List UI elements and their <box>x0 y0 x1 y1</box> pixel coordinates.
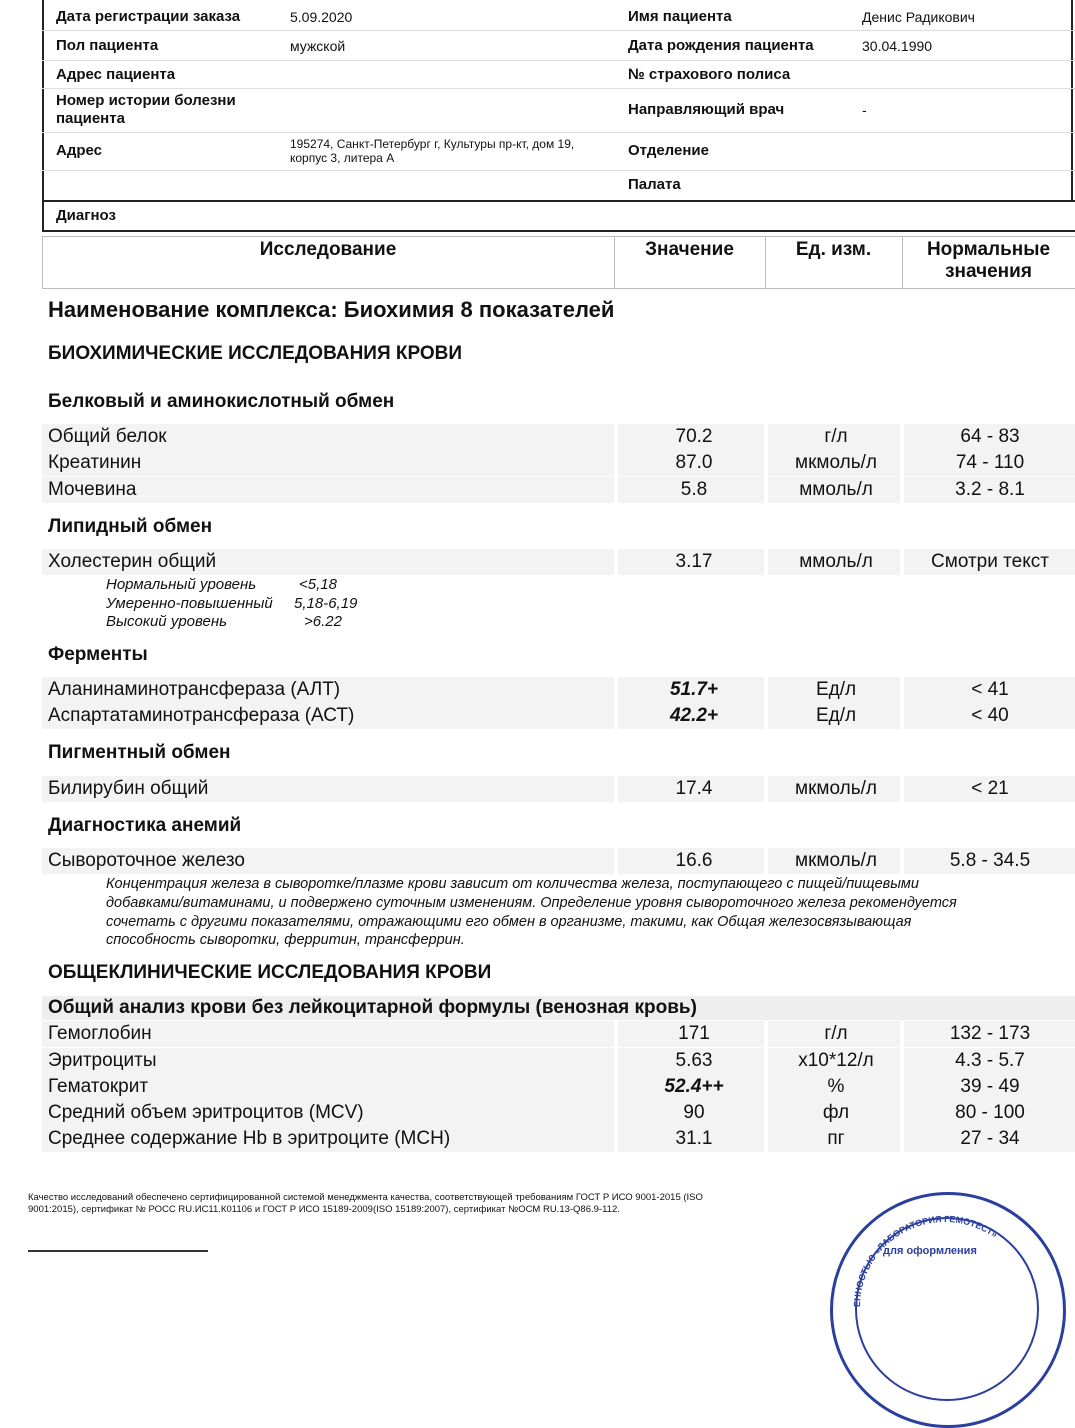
row-unit: мкмоль/л <box>795 850 877 871</box>
row-unit: x10*12/л <box>798 1050 874 1071</box>
row-unit: % <box>827 1076 845 1097</box>
col-norm-header-line1: Нормальные <box>926 239 1051 260</box>
reg-date-value: 5.09.2020 <box>290 9 353 25</box>
group-cbc: Общий анализ крови без лейкоцитарной формулы (венозная кровь) <box>48 997 697 1018</box>
stamp-inner-text: для оформления <box>883 1245 977 1257</box>
iron-note-line: способность сыворотки, ферритин, трансферрин. <box>106 932 465 948</box>
col-norm-header-line2: значения <box>945 261 1032 282</box>
birth-date-label: Дата рождения пациента <box>628 37 814 54</box>
row-norm: < 41 <box>971 679 1009 700</box>
row-value: 52.4++ <box>664 1076 724 1097</box>
row-value: 87.0 <box>675 452 713 473</box>
row-name: Среднее содержание Hb в эритроците (MCH) <box>48 1128 451 1149</box>
note-label: Высокий уровень <box>106 613 227 630</box>
stamp-text: ЕННОСТЬЮ «ЛАБОРАТОРИЯ ГЕМОТЕСТ» <box>851 1213 1000 1308</box>
row-unit: Ед/л <box>815 705 857 726</box>
address-value-line1: 195274, Санкт-Петербург г, Культуры пр-кт, дом 19, <box>290 137 575 151</box>
group-pigment: Пигментный обмен <box>48 742 231 763</box>
row-norm: 39 - 49 <box>960 1076 1020 1097</box>
iron-note-line: сочетать с другими показателями, отражающими его обмен в организме, такими, как Общая железосвязывающая <box>106 914 912 930</box>
group-lipid: Липидный обмен <box>48 516 213 537</box>
row-unit: мкмоль/л <box>795 452 877 473</box>
row-norm: < 40 <box>971 705 1009 726</box>
row-norm: < 21 <box>971 778 1009 799</box>
row-value: 3.17 <box>675 551 713 572</box>
row-value: 42.2+ <box>669 705 719 726</box>
history-label-line2: пациента <box>56 110 125 127</box>
department-label: Отделение <box>628 142 709 159</box>
row-norm: 5.8 - 34.5 <box>949 850 1031 871</box>
note-value: <5,18 <box>299 576 337 593</box>
note-label: Умеренно-повышенный <box>106 595 273 612</box>
row-norm: 132 - 173 <box>949 1023 1031 1044</box>
address-label: Адрес <box>56 142 103 159</box>
row-unit: ммоль/л <box>799 551 873 572</box>
row-value: 17.4 <box>675 778 713 799</box>
row-value: 171 <box>678 1023 710 1044</box>
row-unit: г/л <box>824 1023 848 1044</box>
reg-date-label: Дата регистрации заказа <box>56 8 241 25</box>
col-study-header: Исследование <box>259 239 397 260</box>
signature-line <box>28 1250 208 1252</box>
section-clinical: ОБЩЕКЛИНИЧЕСКИЕ ИССЛЕДОВАНИЯ КРОВИ <box>48 962 492 983</box>
row-name: Аланинаминотрансфераза (АЛТ) <box>48 679 341 700</box>
row-unit: г/л <box>824 426 848 447</box>
footer-line: Качество исследований обеспечено сертифицированной системой менеджмента качества, соответствующей требованиям ГОСТ Р ИСО 9001-2015 (ISO <box>28 1192 703 1203</box>
note-value: 5,18-6,19 <box>294 595 358 612</box>
sex-label: Пол пациента <box>56 37 159 54</box>
note-label: Нормальный уровень <box>106 576 257 593</box>
row-unit: фл <box>822 1102 850 1123</box>
row-name: Холестерин общий <box>48 551 217 572</box>
group-protein: Белковый и аминокислотный обмен <box>48 391 395 412</box>
row-value: 16.6 <box>675 850 713 871</box>
ward-label: Палата <box>628 176 681 193</box>
row-unit: Ед/л <box>815 679 857 700</box>
footer-line: 9001:2015), сертификат № РОСС RU.ИС11.К01106 и ГОСТ Р ИСО 15189-2009(ISO 15189:2007), сертификат №ОСМ RU.13-Q86.9-112. <box>28 1204 620 1215</box>
row-norm: 80 - 100 <box>955 1102 1025 1123</box>
row-name: Аспартатаминотрансфераза (АСТ) <box>48 705 355 726</box>
lab-stamp <box>830 1192 1066 1428</box>
row-value: 31.1 <box>675 1128 713 1149</box>
row-value: 5.63 <box>675 1050 713 1071</box>
doctor-label: Направляющий врач <box>628 101 785 118</box>
row-name: Средний объем эритроцитов (MCV) <box>48 1102 364 1123</box>
birth-date-value: 30.04.1990 <box>862 38 933 54</box>
patient-address-label: Адрес пациента <box>56 66 176 83</box>
row-norm: Смотри текст <box>931 551 1049 572</box>
row-name: Гематокрит <box>48 1076 149 1097</box>
sex-value: мужской <box>290 38 346 54</box>
row-unit: мкмоль/л <box>795 778 877 799</box>
row-value: 5.8 <box>680 479 708 500</box>
row-norm: 74 - 110 <box>955 452 1025 473</box>
group-anemia: Диагностика анемий <box>48 815 242 836</box>
row-value: 51.7+ <box>669 679 719 700</box>
quality-footer <box>28 1192 768 1216</box>
row-name: Билирубин общий <box>48 778 209 799</box>
row-unit: пг <box>827 1128 845 1149</box>
row-name: Эритроциты <box>48 1050 157 1071</box>
row-norm: 3.2 - 8.1 <box>955 479 1025 500</box>
patient-name-label: Имя пациента <box>628 8 732 25</box>
row-name: Мочевина <box>48 479 137 500</box>
row-norm: 64 - 83 <box>960 426 1020 447</box>
address-value-line2: корпус 3, литера А <box>290 151 395 165</box>
row-norm: 4.3 - 5.7 <box>955 1050 1025 1071</box>
col-value-header: Значение <box>645 239 734 260</box>
group-enzymes: Ферменты <box>48 644 148 665</box>
svg-text:ЕННОСТЬЮ «ЛАБОРАТОРИЯ ГЕМОТЕСТ <box>852 1214 999 1307</box>
iron-note-line: добавками/витаминами, и подвержено суточным изменениям. Определение уровня сывороточного железа рекомендуется <box>106 895 957 911</box>
stamp-text-ring <box>830 1192 1060 1422</box>
row-norm: 27 - 34 <box>960 1128 1020 1149</box>
row-name: Гемоглобин <box>48 1023 152 1044</box>
complex-title: Наименование комплекса: Биохимия 8 показателей <box>48 297 615 322</box>
policy-label: № страхового полиса <box>628 66 791 83</box>
row-name: Общий белок <box>48 426 167 447</box>
diagnosis-label: Диагноз <box>56 207 116 224</box>
iron-note-line: Концентрация железа в сыворотке/плазме крови зависит от количества железа, поступающего с пищей/пищевыми <box>106 876 919 892</box>
patient-name-value: Денис Радикович <box>862 9 975 25</box>
row-value: 70.2 <box>675 426 713 447</box>
section-biochem: БИОХИМИЧЕСКИЕ ИССЛЕДОВАНИЯ КРОВИ <box>48 343 463 364</box>
row-name: Сывороточное железо <box>48 850 245 871</box>
row-unit: ммоль/л <box>799 479 873 500</box>
note-value: >6.22 <box>304 613 342 630</box>
col-unit-header: Ед. изм. <box>795 239 872 260</box>
doctor-value: - <box>862 102 867 118</box>
row-value: 90 <box>683 1102 705 1123</box>
history-label-line1: Номер истории болезни <box>56 92 236 109</box>
row-name: Креатинин <box>48 452 142 473</box>
